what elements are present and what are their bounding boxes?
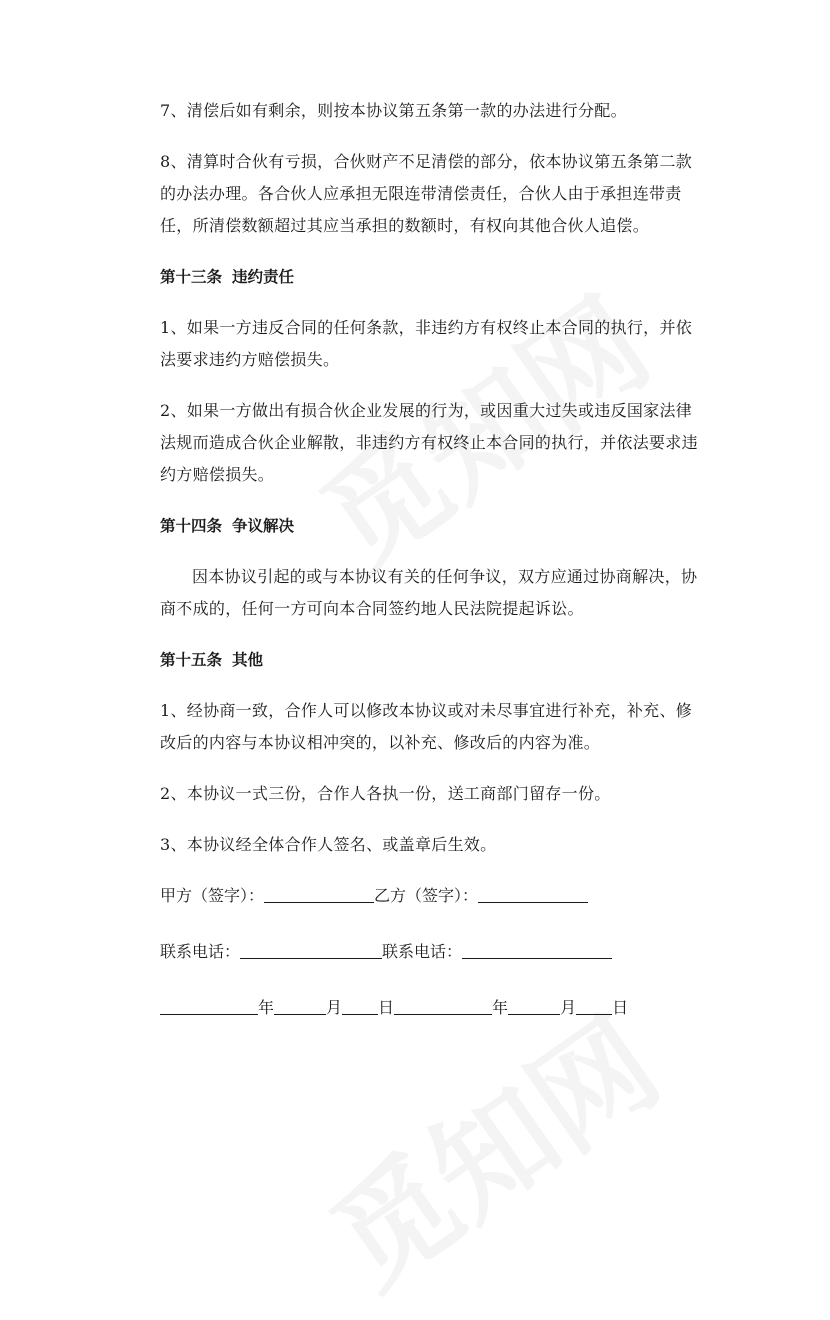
- document-body: [160, 95, 705, 1048]
- article-15-item-1: 1、经协商一致，合作人可以修改本协议或对未尽事宜进行补充，补充、修改后的内容与本协议相冲突的，以补充、修改后的内容为准。: [160, 701, 693, 752]
- article-13-item-1: 1、如果一方违反合同的任何条款，非违约方有权终止本合同的执行，并依法要求违约方赔偿损失。: [160, 318, 693, 369]
- article-13-item-2: 2、如果一方做出有损合伙企业发展的行为，或因重大过失或违反国家法律法规而造成合伙企业解散，非违约方有权终止本合同的执行，并依法要求违约方赔偿损失。: [160, 401, 698, 484]
- day-label: 日: [612, 998, 629, 1017]
- phone-b-label: 联系电话：: [382, 942, 463, 961]
- year-label: 年: [258, 998, 275, 1017]
- clause-8: 8、清算时合伙有亏损，合伙财产不足清偿的部分，依本协议第五条第二款的办法办理。各合伙人应承担无限连带清偿责任，合伙人由于承担连带责任，所清偿数额超过其应当承担的数额时，有权向其他合伙人追偿。: [160, 152, 693, 235]
- date-a-year-blank[interactable]: [160, 996, 258, 1015]
- party-a-signature-blank[interactable]: [264, 884, 374, 903]
- article-title: 违约责任: [232, 268, 295, 286]
- day-label: 日: [378, 998, 395, 1017]
- phone-b-blank[interactable]: [462, 940, 612, 959]
- article-title: 争议解决: [232, 517, 295, 535]
- article-number: 第十五条: [160, 651, 223, 669]
- month-label: 月: [560, 998, 577, 1017]
- signature-row: [160, 880, 705, 912]
- article-15-item-3: 3、本协议经全体合作人签名、或盖章后生效。: [160, 835, 497, 854]
- article-title: 其他: [232, 651, 264, 669]
- date-b-year-blank[interactable]: [394, 996, 492, 1015]
- phone-a-blank[interactable]: [240, 940, 382, 959]
- article-number: 第十四条: [160, 517, 223, 535]
- party-b-signature-blank[interactable]: [478, 884, 588, 903]
- date-b-month-blank[interactable]: [508, 996, 560, 1015]
- party-a-label: 甲方（签字）：: [160, 886, 265, 905]
- clause-7: 7、清偿后如有剩余，则按本协议第五条第一款的办法进行分配。: [160, 101, 627, 120]
- article-13-heading: [160, 261, 705, 293]
- date-a-day-blank[interactable]: [342, 996, 378, 1015]
- article-15-heading: [160, 644, 705, 676]
- phone-row: [160, 936, 705, 968]
- year-label: 年: [492, 998, 509, 1017]
- date-a-month-blank[interactable]: [274, 996, 326, 1015]
- article-14-heading: [160, 510, 705, 542]
- article-number: 第十三条: [160, 268, 223, 286]
- article-14-item-1: 因本协议引起的或与本协议有关的任何争议，双方应通过协商解决，协商不成的，任何一方可向本合同签约地人民法院提起诉讼。: [160, 567, 698, 618]
- date-row: [160, 992, 705, 1024]
- party-b-label: 乙方（签字）：: [374, 886, 479, 905]
- date-b-day-blank[interactable]: [576, 996, 612, 1015]
- month-label: 月: [326, 998, 343, 1017]
- phone-a-label: 联系电话：: [160, 942, 241, 961]
- article-15-item-2: 2、本协议一式三份，合作人各执一份，送工商部门留存一份。: [160, 784, 611, 803]
